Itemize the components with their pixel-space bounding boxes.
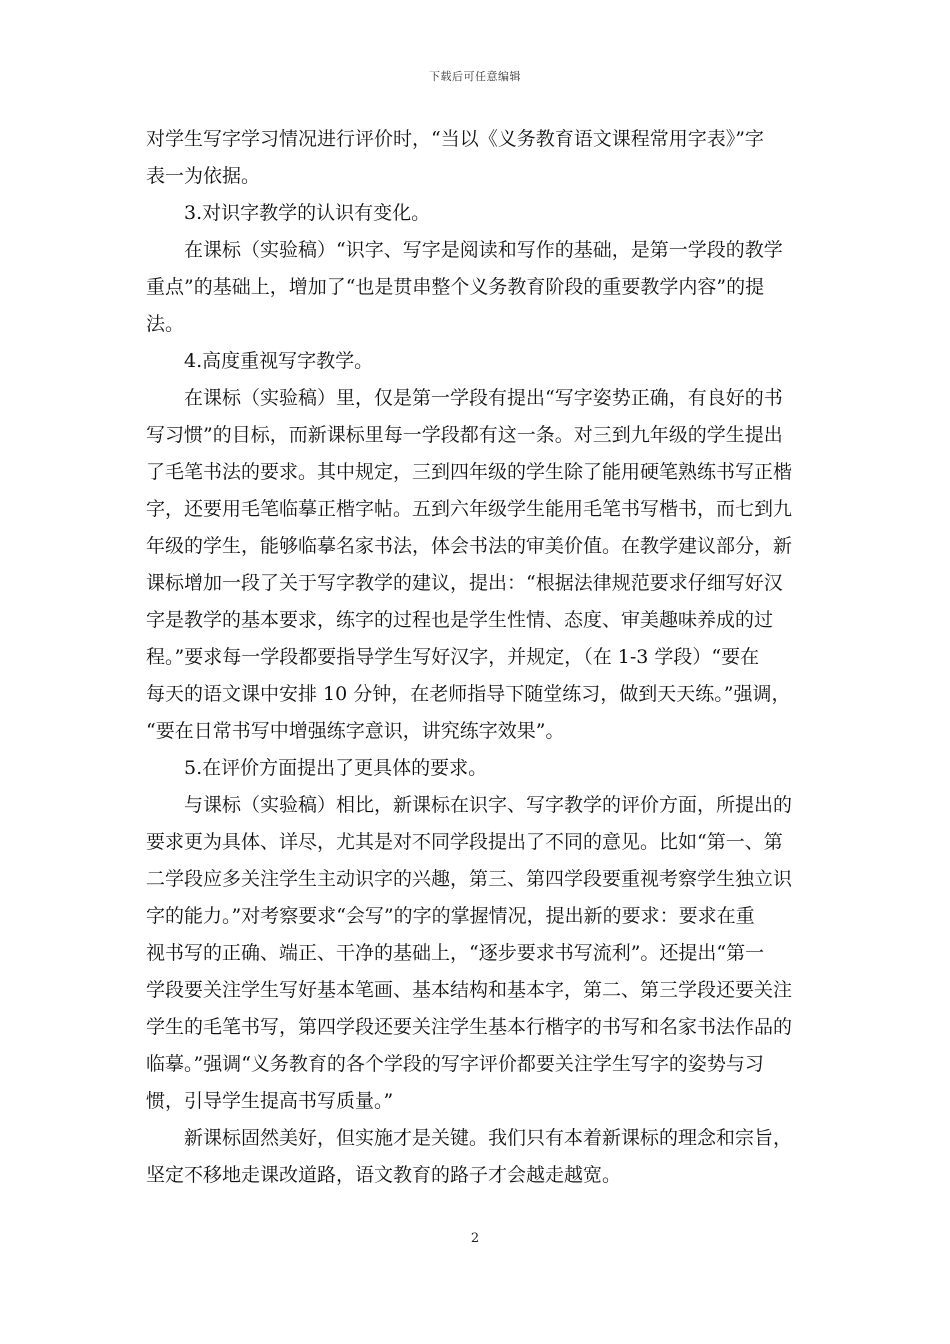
text-line: 课标增加一段了关于写字教学的建议，提出：“根据法律规范要求仔细写好汉 <box>146 572 783 594</box>
text-line: 表一为依据。 <box>146 165 261 187</box>
text-line: 新课标固然美好，但实施才是关键。我们只有本着新课标的理念和宗旨， <box>184 1127 793 1149</box>
page-header: 下载后可任意编辑 <box>429 70 521 83</box>
text-line: 5.在评价方面提出了更具体的要求。 <box>184 757 488 779</box>
document-body <box>146 124 806 1197</box>
text-line: 视书写的正确、端正、干净的基础上，“逐步要求书写流利”。还提出“第一 <box>146 942 765 964</box>
text-line: 重点”的基础上，增加了“也是贯串整个义务教育阶段的重要教学内容”的提 <box>146 276 765 298</box>
page-number: 2 <box>470 1231 480 1246</box>
text-line: 临摹。”强调“义务教育的各个学段的写字评价都要关注学生写字的姿势与习 <box>146 1053 764 1075</box>
text-line: 年级的学生，能够临摹名家书法，体会书法的审美价值。在教学建议部分，新 <box>146 535 793 557</box>
text-line: 对学生写字学习情况进行评价时，“当以《义务教育语文课程常用字表》”字 <box>146 128 764 150</box>
text-line: 3.对识字教学的认识有变化。 <box>184 202 431 224</box>
text-line: 在课标（实验稿）“识字、写字是阅读和写作的基础，是第一学段的教学 <box>184 239 783 261</box>
text-line: 每天的语文课中安排 10 分钟，在老师指导下随堂练习，做到天天练。”强调， <box>146 683 791 705</box>
text-line: 程。”要求每一学段都要指导学生写好汉字，并规定，（在 1-3 学段）“要在 <box>146 646 760 668</box>
text-line: 写习惯”的目标，而新课标里每一学段都有这一条。对三到九年级的学生提出 <box>146 424 783 446</box>
text-line: 学生的毛笔书写，第四学段还要关注学生基本行楷字的书写和名家书法作品的 <box>146 1016 793 1038</box>
text-line: 了毛笔书法的要求。其中规定，三到四年级的学生除了能用硬笔熟练书写正楷 <box>146 461 793 483</box>
text-line: “要在日常书写中增强练字意识，讲究练字效果”。 <box>146 720 565 742</box>
text-line: 学段要关注学生写好基本笔画、基本结构和基本字，第二、第三学段还要关注 <box>146 979 793 1001</box>
text-line: 二学段应多关注学生主动识字的兴趣，第三、第四学段要重视考察学生独立识 <box>146 868 793 890</box>
text-line: 要求更为具体、详尽，尤其是对不同学段提出了不同的意见。比如“第一、第 <box>146 831 783 853</box>
text-line: 字的能力。”对考察要求“会写”的字的掌握情况，提出新的要求：要求在重 <box>146 905 755 927</box>
text-line: 在课标（实验稿）里，仅是第一学段有提出“写字姿势正确，有良好的书 <box>184 387 783 409</box>
text-line: 字，还要用毛笔临摹正楷字帖。五到六年级学生能用毛笔书写楷书，而七到九 <box>146 498 793 520</box>
text-line: 字是教学的基本要求，练字的过程也是学生性情、态度、审美趣味养成的过 <box>146 609 774 631</box>
text-line: 4.高度重视写字教学。 <box>184 350 374 372</box>
text-line: 法。 <box>146 313 185 335</box>
text-line: 坚定不移地走课改道路，语文教育的路子才会越走越宽。 <box>146 1164 622 1186</box>
text-line: 与课标（实验稿）相比，新课标在识字、写字教学的评价方面，所提出的 <box>184 794 793 816</box>
text-line: 惯，引导学生提高书写质量。” <box>146 1090 394 1112</box>
